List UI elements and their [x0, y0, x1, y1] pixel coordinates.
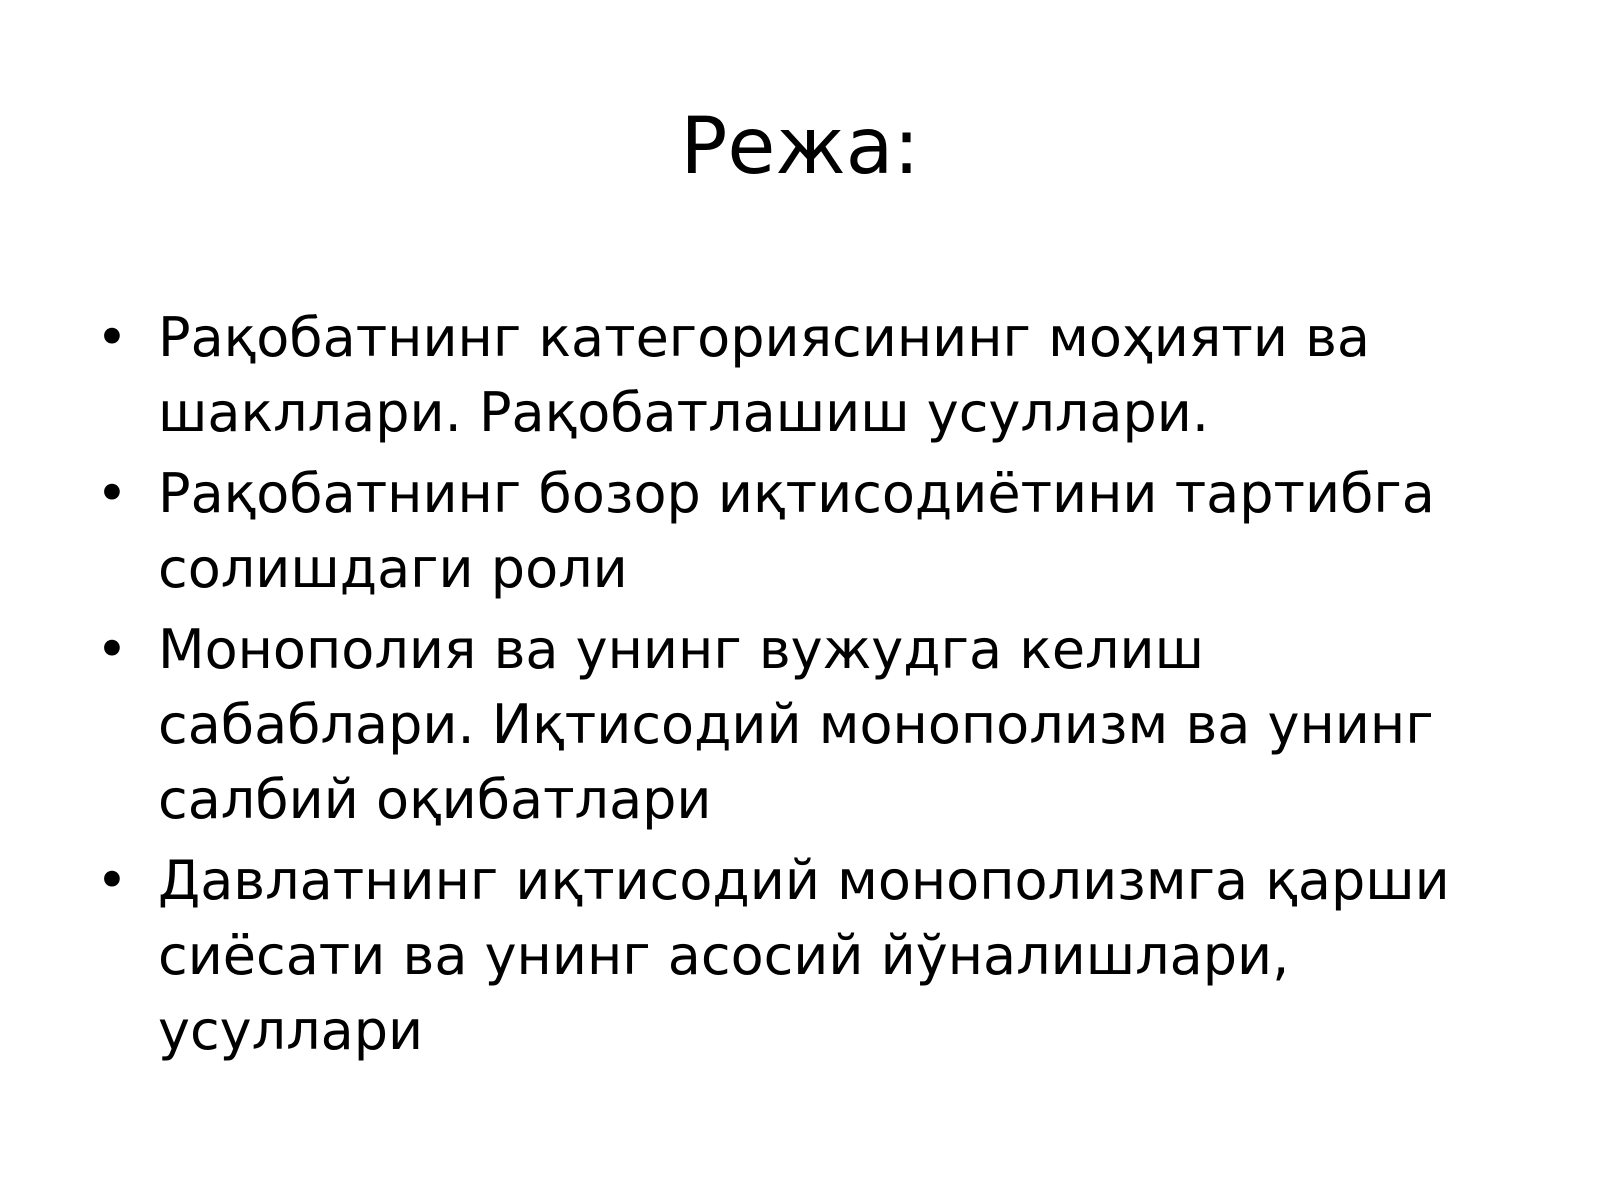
- bullet-text: Рақобатнинг категориясининг моҳияти ва шакллари. Рақобатлашиш усуллари.: [158, 306, 1371, 444]
- bullet-icon: •: [96, 849, 128, 912]
- bullet-icon: •: [96, 462, 128, 525]
- bullet-item: [90, 456, 1470, 606]
- bullet-icon: •: [96, 306, 128, 369]
- bullet-item: [90, 612, 1470, 837]
- bullet-text: Монополия ва унинг вужудга келиш сабаблари. Иқтисодий монополизм ва унинг салбий оқибатлари: [158, 618, 1434, 831]
- bullet-item: [90, 843, 1470, 1068]
- bullet-list: [90, 300, 1470, 1074]
- bullet-text: Давлатнинг иқтисодий монополизмга қарши сиёсати ва унинг асосий йўналишлари, усуллари: [158, 849, 1450, 1062]
- bullet-icon: •: [96, 618, 128, 681]
- bullet-text: Рақобатнинг бозор иқтисодиётини тартибга солишдаги роли: [158, 462, 1435, 600]
- bullet-item: [90, 300, 1470, 450]
- slide-title: Режа:: [680, 102, 920, 192]
